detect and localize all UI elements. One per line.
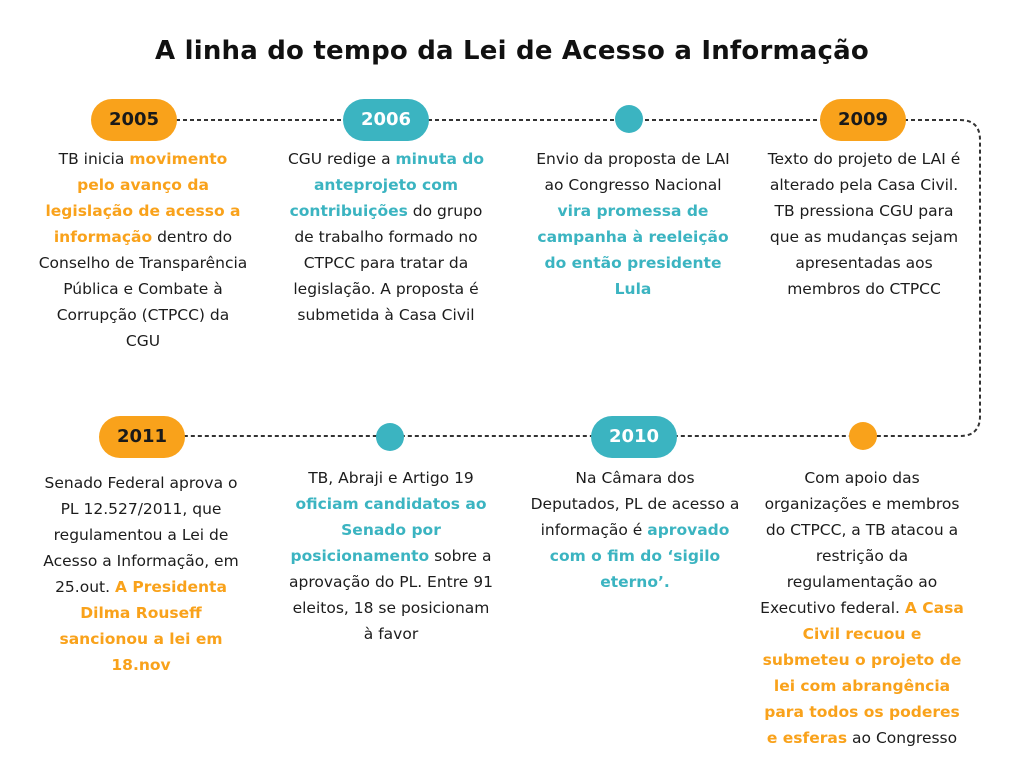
highlight-text: vira promessa de campanha à reeleição do então presidente Lula [537, 202, 729, 298]
marker-2010: 2010 [591, 416, 677, 458]
marker-2011: 2011 [99, 416, 185, 458]
body-text: dentro do Conselho de Transparência Pública e Combate à Corrupção (CTPCC) da CGU [38, 228, 248, 350]
marker-dot [376, 423, 404, 451]
event-text [286, 465, 496, 647]
body-text: Envio da proposta de LAI ao Congresso Nacional [536, 150, 730, 194]
event-text [36, 470, 246, 678]
event-text [757, 465, 967, 751]
marker-dot [849, 422, 877, 450]
highlight-text: oficiam candidatos ao Senado por posicionamento [290, 495, 487, 565]
highlight-text: movimento pelo avanço da legislação de acesso a informação [45, 150, 241, 246]
highlight-text: A Casa Civil recuou e submeteu o projeto de lei com abrangência para todos os poderes e esferas [762, 599, 964, 747]
body-text: Texto do projeto de LAI é alterado pela Casa Civil. TB pressiona CGU para que as mudanças sejam apresentadas aos membros do CTPCC [767, 150, 961, 298]
body-text: TB inicia [58, 150, 130, 168]
body-text: Com apoio das organizações e membros do CTPCC, a TB atacou a restrição da regulamentação ao Executivo federal. [760, 469, 960, 617]
page-title: A linha do tempo da Lei de Acesso a Informação [155, 36, 869, 66]
highlight-text: aprovado com o fim do ‘sigilo eterno’. [549, 521, 730, 591]
marker-dot [615, 105, 643, 133]
event-text [530, 465, 740, 595]
marker-2009: 2009 [820, 99, 906, 141]
body-text: CGU redige a [287, 150, 396, 168]
marker-2006: 2006 [343, 99, 429, 141]
body-text: TB, Abraji e Artigo 19 [308, 469, 474, 487]
event-text [759, 146, 969, 302]
event-text [281, 146, 491, 328]
body-text: sobre a aprovação do PL. Entre 91 eleitos, 18 se posicionam à favor [289, 547, 493, 643]
event-text [38, 146, 248, 354]
highlight-text: minuta do anteprojeto com contribuições [289, 150, 485, 220]
body-text: ao Congresso [847, 729, 958, 747]
body-text: do grupo de trabalho formado no CTPCC para tratar da legislação. A proposta é submetida à Casa Civil [293, 202, 483, 324]
marker-2005: 2005 [91, 99, 177, 141]
body-text: Senado Federal aprova o PL 12.527/2011, que regulamentou a Lei de Acesso a Informação, em 25.out. [43, 474, 239, 596]
body-text: Na Câmara dos Deputados, PL de acesso a informação é [530, 469, 740, 539]
event-text [528, 146, 738, 302]
highlight-text: A Presidenta Dilma Rouseff sancionou a lei em 18.nov [59, 578, 227, 674]
